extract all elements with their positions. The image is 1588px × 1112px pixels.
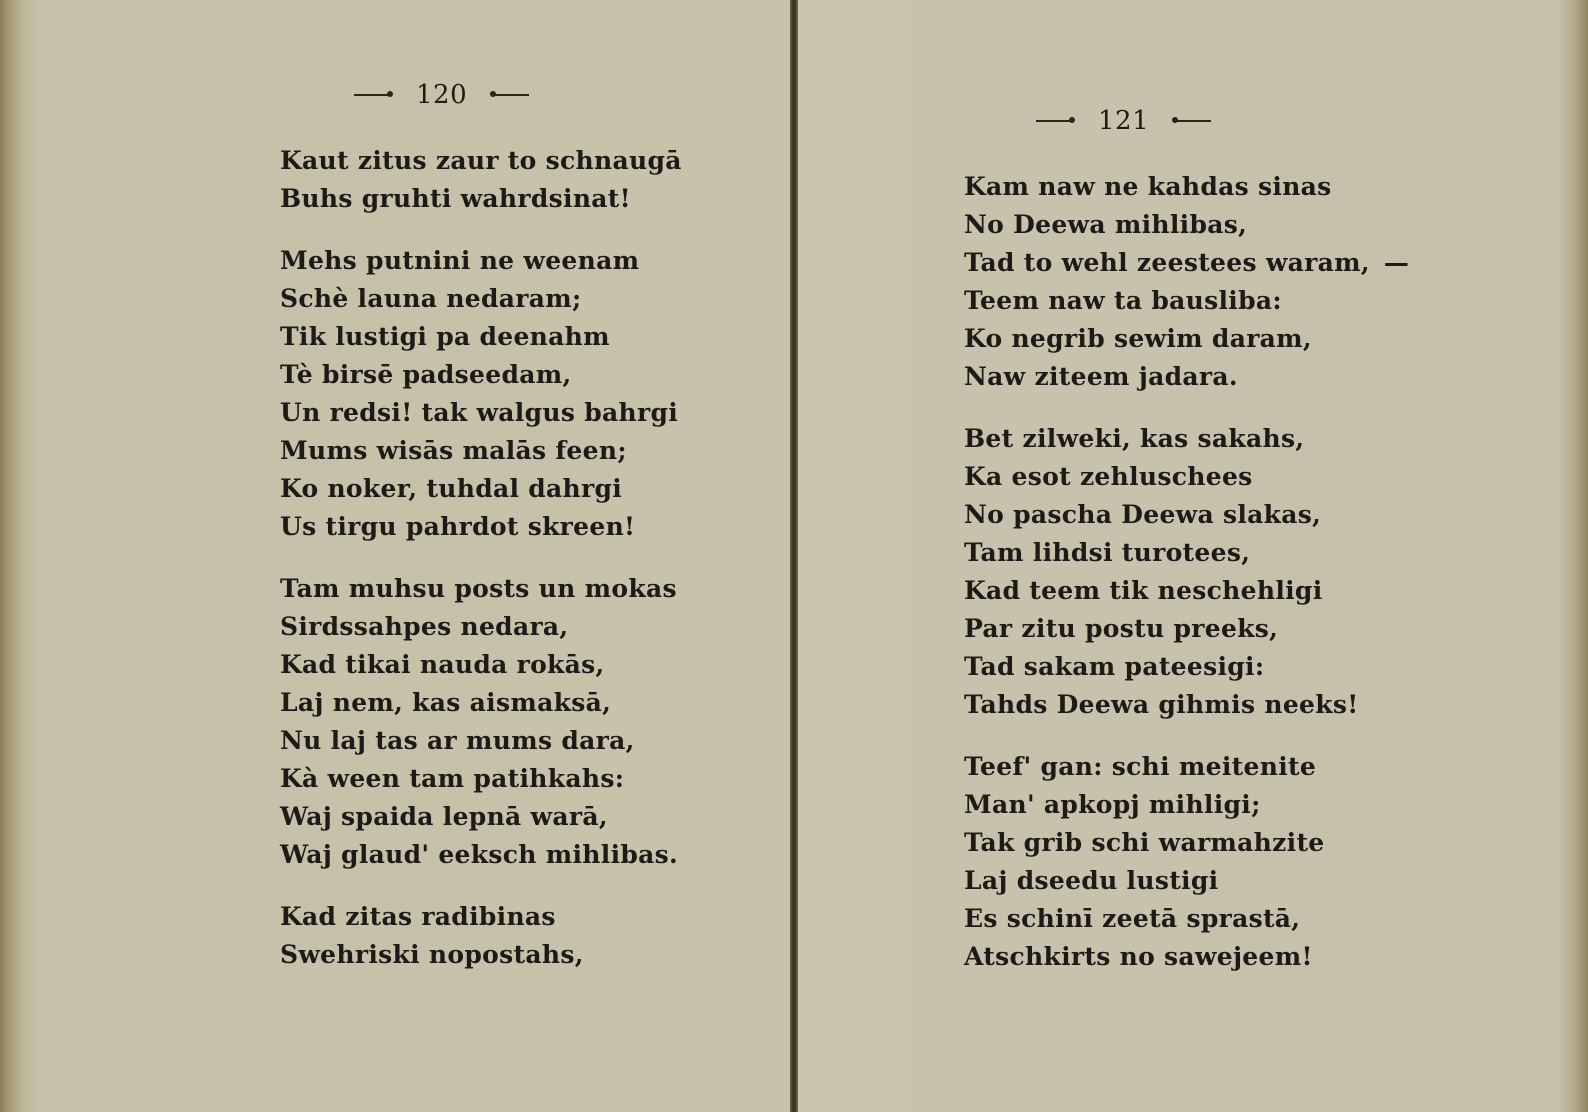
verse-line: Tè birsē padseedam, xyxy=(280,360,572,389)
verse-line: Ko negrib sewim daram, xyxy=(964,324,1312,353)
verse-line-text: Tad to wehl zeestees waram, xyxy=(964,248,1370,277)
poem-text-left xyxy=(280,142,682,998)
book-gutter xyxy=(790,0,798,1112)
stanza xyxy=(280,898,682,974)
verse-line: Tam lihdsi turotees, xyxy=(964,538,1251,567)
verse-line: Ka esot zehluschees xyxy=(964,462,1253,491)
verse-line: No Deewa mihlibas, xyxy=(964,210,1248,239)
verse-line: Kad zitas radibinas xyxy=(280,902,556,931)
verse-line: Par zitu postu preeks, xyxy=(964,614,1279,643)
ornament-rule-left xyxy=(1036,120,1072,122)
poem-text-right xyxy=(964,168,1409,1000)
page-number-right xyxy=(1036,106,1211,136)
verse-line: Atschkirts no sawejeem! xyxy=(964,942,1313,971)
stanza xyxy=(280,570,682,874)
page-number-left xyxy=(354,80,529,110)
verse-line: Swehriski nopostahs, xyxy=(280,940,584,969)
ornament-rule-right xyxy=(1175,120,1211,122)
verse-line: Waj glaud' eeksch mihlibas. xyxy=(280,840,679,869)
stanza xyxy=(964,420,1409,724)
ornament-rule-right xyxy=(493,94,529,96)
verse-line: Kaut zitus zaur to schnaugā xyxy=(280,146,682,175)
page-number-text: 121 xyxy=(1098,106,1150,136)
verse-line: Tahds Deewa gihmis neeks! xyxy=(964,690,1359,719)
verse-line: Es schinī zeetā sprastā, xyxy=(964,904,1301,933)
verse-line: Tik lustigi pa deenahm xyxy=(280,322,610,351)
verse-line: Mehs putnini ne weenam xyxy=(280,246,640,275)
verse-line: No pascha Deewa slakas, xyxy=(964,500,1322,529)
verse-line: Sirdssahpes nedara, xyxy=(280,612,569,641)
verse-line: Mums wisās malās feen; xyxy=(280,436,627,465)
verse-line: Man' apkopj mihligi; xyxy=(964,790,1261,819)
verse-line: Teef' gan: schi meitenite xyxy=(964,752,1317,781)
right-page xyxy=(798,0,1588,1112)
stanza xyxy=(280,242,682,546)
verse-line: Kam naw ne kahdas sinas xyxy=(964,172,1332,201)
verse-line: Schè launa nedaram; xyxy=(280,284,582,313)
ornament-rule-left xyxy=(354,94,390,96)
page-number-text: 120 xyxy=(416,80,468,110)
stanza xyxy=(964,168,1409,396)
verse-line: Nu laj tas ar mums dara, xyxy=(280,726,635,755)
verse-line: Laj dseedu lustigi xyxy=(964,866,1219,895)
verse-line: Us tirgu pahrdot skreen! xyxy=(280,512,636,541)
verse-line: Teem naw ta bausliba: xyxy=(964,286,1282,315)
verse-line: Bet zilweki, kas sakahs, xyxy=(964,424,1305,453)
verse-line: Waj spaida lepnā warā, xyxy=(280,802,608,831)
verse-line: Kà ween tam patihkahs: xyxy=(280,764,625,793)
verse-line: Tad sakam pateesigi: xyxy=(964,652,1265,681)
em-dash: — xyxy=(1383,248,1410,277)
verse-line: Buhs gruhti wahrdsinat! xyxy=(280,184,631,213)
verse-line: Tam muhsu posts un mokas xyxy=(280,574,677,603)
verse-line xyxy=(964,244,1409,282)
verse-line: Laj nem, kas aismaksā, xyxy=(280,688,612,717)
verse-line: Ko noker, tuhdal dahrgi xyxy=(280,474,623,503)
verse-line: Kad tikai nauda rokās, xyxy=(280,650,605,679)
left-page xyxy=(0,0,792,1112)
stanza xyxy=(280,142,682,218)
verse-line: Kad teem tik neschehligi xyxy=(964,576,1323,605)
stanza xyxy=(964,748,1409,976)
verse-line: Un redsi! tak walgus bahrgi xyxy=(280,398,679,427)
verse-line: Tak grib schi warmahzite xyxy=(964,828,1325,857)
verse-line: Naw ziteem jadara. xyxy=(964,362,1238,391)
